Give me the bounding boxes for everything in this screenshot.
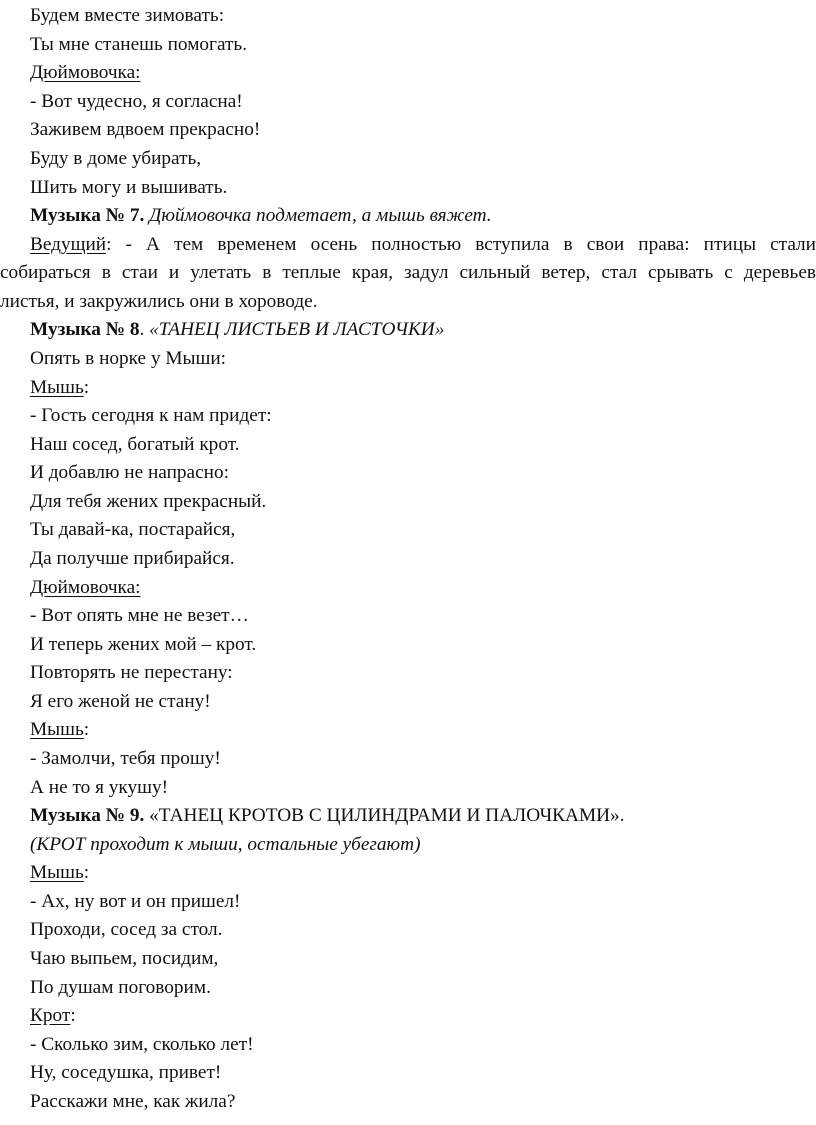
text-line: - Вот чудесно, я согласна! [30, 91, 243, 112]
speaker-label: Мышь [30, 719, 84, 740]
text-line: Ну, соседушка, привет! [30, 1062, 222, 1083]
colon: : [83, 377, 90, 398]
speaker-label: Мышь [30, 862, 84, 883]
text-line: Чаю выпьем, посидим, [30, 948, 219, 969]
text-line: Заживем вдвоем прекрасно! [30, 119, 261, 140]
text-line: - Замолчи, тебя прошу! [30, 748, 221, 769]
music-cue [30, 803, 624, 829]
music-number: Музыка № 7. [30, 205, 145, 226]
music-cue [30, 317, 444, 343]
speaker-line [30, 1003, 76, 1029]
narration-line [30, 232, 816, 258]
colon: : [83, 862, 90, 883]
text-line: Будем вместе зимовать: [30, 5, 225, 26]
speaker-label: Ведущий [30, 234, 107, 255]
speaker-label: Дюймовочка: [30, 62, 141, 83]
text-line: листья, и закружились они в хороводе. [0, 291, 318, 312]
colon: : [70, 1005, 76, 1026]
speaker-line [30, 375, 89, 401]
text-line: Расскажи мне, как жила? [30, 1091, 236, 1112]
text-line: А не то я укушу! [30, 777, 169, 798]
stage-direction: Дюймовочка подметает, а мышь вяжет. [144, 205, 492, 226]
punctuation: . [139, 319, 150, 340]
text-line: собираться в стаи и улетать в теплые края, задул сильный ветер, стал срывать с деревьев [0, 262, 816, 283]
text-line: Опять в норке у Мыши: [30, 348, 227, 369]
text-line: - Гость сегодня к нам придет: [30, 405, 272, 426]
text-line: Буду в доме убирать, [30, 148, 202, 169]
dance-title: «ТАНЕЦ ЛИСТЬЕВ И ЛАСТОЧКИ» [149, 319, 445, 340]
text-line: Ты давай-ка, постарайся, [30, 519, 236, 540]
text-line: Наш сосед, богатый крот. [30, 434, 240, 455]
text-line: По душам поговорим. [30, 977, 211, 998]
text-line: - Ах, ну вот и он пришел! [30, 891, 241, 912]
colon: : [83, 719, 90, 740]
text-line: И добавлю не напрасно: [30, 462, 229, 483]
speaker-label: Мышь [30, 377, 84, 398]
music-cue [30, 203, 492, 229]
speaker-label: Крот [30, 1005, 71, 1026]
text-line: Я его женой не стану! [30, 691, 211, 712]
text-line: Повторять не перестану: [30, 662, 233, 683]
text-line: - Сколько зим, сколько лет! [30, 1034, 254, 1055]
speaker-line [30, 860, 89, 886]
music-number: Музыка № 9. [30, 805, 145, 826]
speaker-line [30, 717, 89, 743]
music-number: Музыка № 8 [30, 319, 140, 340]
text-line: - Вот опять мне не везет… [30, 605, 249, 626]
text-line: Ты мне станешь помогать. [30, 34, 248, 55]
dance-title: «ТАНЕЦ КРОТОВ С ЦИЛИНДРАМИ И ПАЛОЧКАМИ». [144, 805, 625, 826]
narration-text: : - А тем временем осень полностью вступила в свои права: птицы стали [106, 234, 816, 255]
text-line: Да получше прибирайся. [30, 548, 235, 569]
text-line: Шить могу и вышивать. [30, 177, 228, 198]
speaker-label: Дюймовочка: [30, 577, 141, 598]
text-line: И теперь жених мой – крот. [30, 634, 257, 655]
text-line: Для тебя жених прекрасный. [30, 491, 267, 512]
text-line: Проходи, сосед за стол. [30, 919, 223, 940]
stage-direction: (КРОТ проходит к мыши, остальные убегают) [30, 834, 421, 855]
